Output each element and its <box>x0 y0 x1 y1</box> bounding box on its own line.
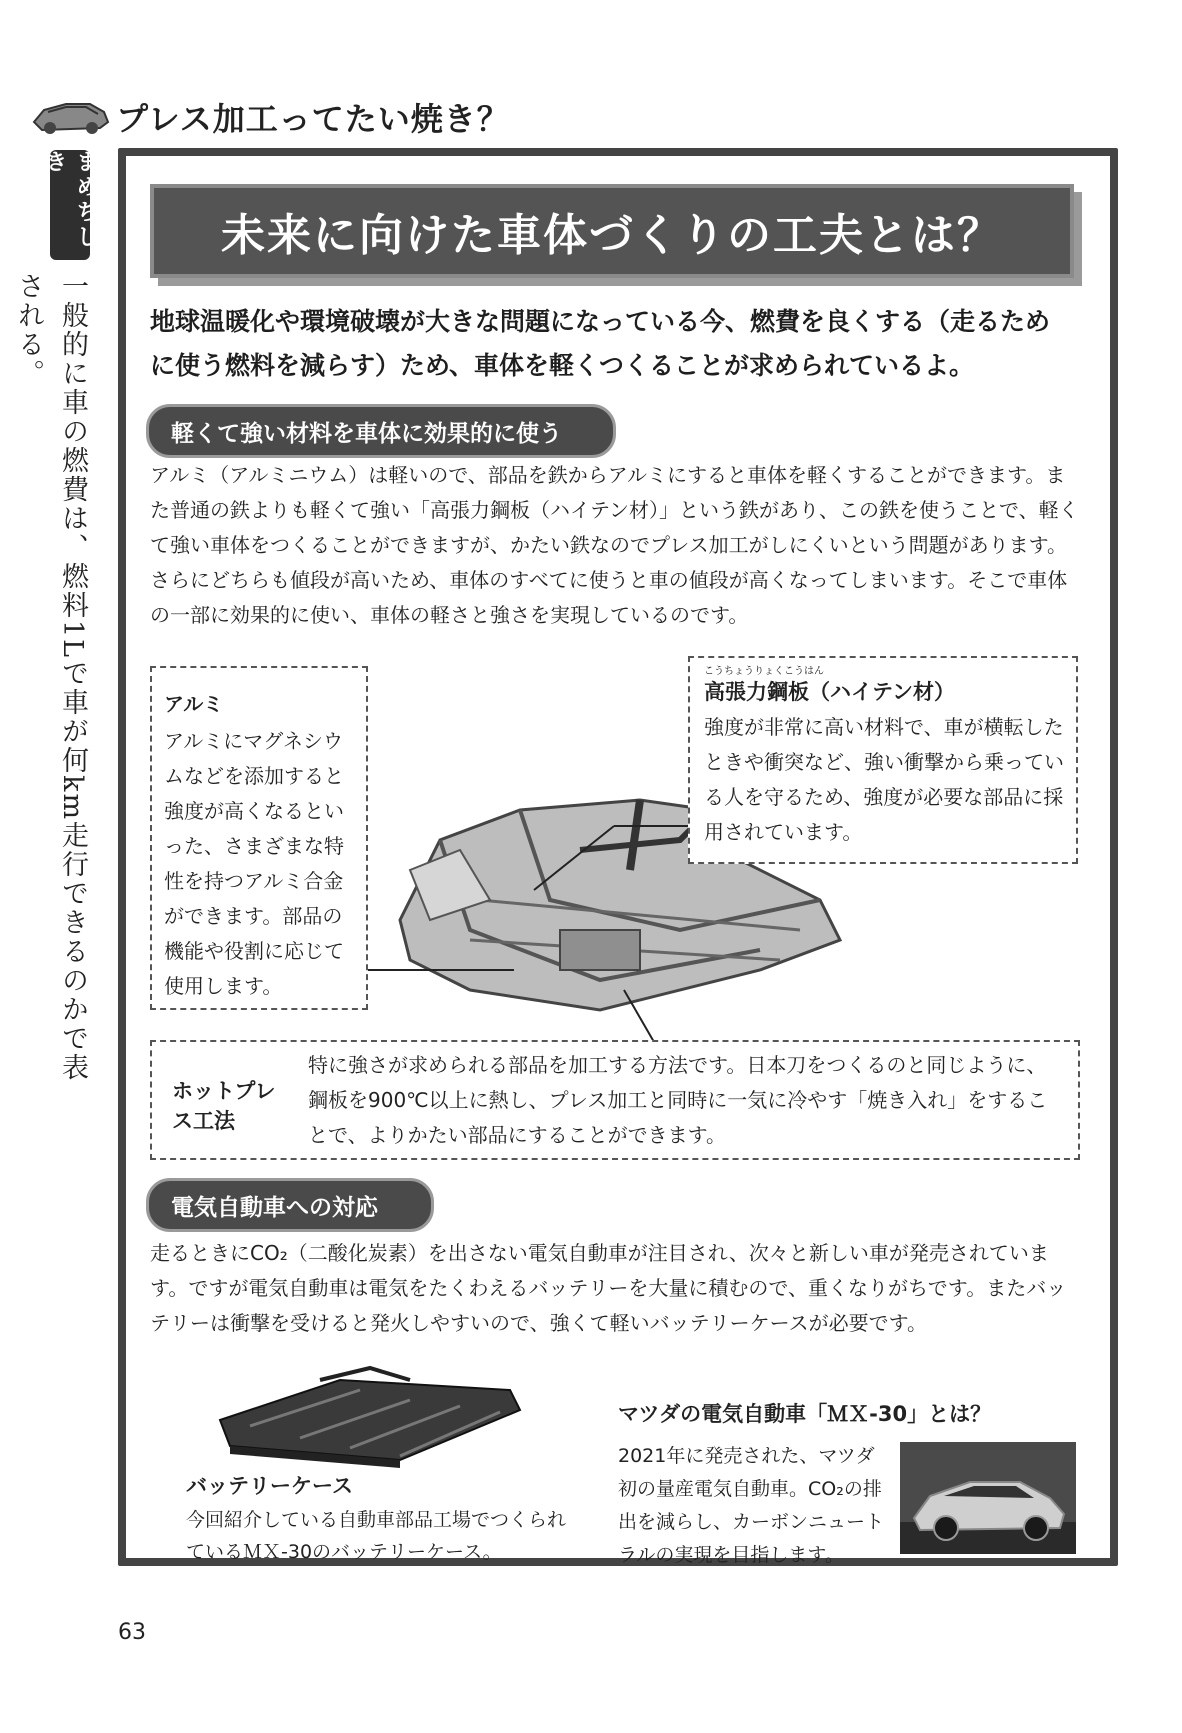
section1-body: アルミ（アルミニウム）は軽いので、部品を鉄からアルミにすると車体を軽くすることができます。また普通の鉄よりも軽くて強い「高張力鋼板（ハイテン材）」という鉄があり、この鉄を使うことで、軽くて強い車体をつくることができますが、かたい鉄なのでプレス加工がしにくいという問題があります。さらにどちらも値段が高いため、車体のすべてに使うと車の値段が高くなってしまいます。そこで車体の一部に効果的に使い、車体の軽さと強さを実現しているのです。 <box>150 463 1079 627</box>
mx30-title: マツダの電気自動車「ＭＸ-30」とは？ <box>618 1402 992 1426</box>
leader-lines <box>364 820 694 1060</box>
battery-title: バッテリーケース <box>186 1474 353 1498</box>
alumi-box <box>150 666 368 1010</box>
battery-case-image <box>210 1360 530 1470</box>
side-note-text: 一般的に車の燃費は、燃料1Lで車が何km走行できるのかで表される。 <box>13 272 88 1083</box>
hotpress-body: 特に強さが求められる部品を加工する方法です。日本刀をつくるのと同じように、鋼板を900℃以上に熱し、プレス加工と同時に一気に冷やす「焼き入れ」をすることで、よりかたい部品にすることができます。 <box>308 1053 1048 1147</box>
page-number: 63 <box>118 1620 146 1645</box>
hiten-body: 強度が非常に高い材料で、車が横転したときや衝突など、強い衝撃から乗っている人を守るため、強度が必要な部品に採用されています。 <box>704 715 1064 844</box>
battery-desc: 今回紹介している自動車部品工場でつくられているＭＸ-30のバッテリーケース。 <box>186 1509 567 1563</box>
mx30-desc: 2021年に発売された、マツダ初の量産電気自動車。CO₂の排出を減らし、カーボンニュートラルの実現を目指します。 <box>618 1445 885 1566</box>
car-frame-icon <box>30 92 112 138</box>
hiten-ruby: こうちょうりょくこうはん <box>704 666 824 677</box>
hotpress-box <box>150 1040 1080 1160</box>
page-title: プレス加工ってたい焼き？ <box>116 100 510 138</box>
section-banner: 未来に向けた車体づくりの工夫とは？ <box>150 184 1074 278</box>
hiten-title: 高張力鋼板（ハイテン材） <box>704 680 955 704</box>
section1-heading: 軽くて強い材料を車体に効果的に使う <box>146 404 616 458</box>
hiten-box <box>688 656 1078 864</box>
hotpress-title: ホットプレス工法 <box>172 1079 276 1133</box>
section2-body: 走るときにCO₂（二酸化炭素）を出さない電気自動車が注目され、次々と新しい車が発売されています。ですが電気自動車は電気をたくわえるバッテリーを大量に積むので、重くなりがちです。またバッテリーは衝撃を受けると発火しやすいので、強くて軽いバッテリーケースが必要です。 <box>150 1241 1067 1335</box>
alumi-body: アルミにマグネシウムなどを添加すると強度が高くなるといった、さまざまな特性を持つアルミ合金ができます。部品の機能や役割に応じて使用します。 <box>164 729 344 998</box>
section2-heading: 電気自動車への対応 <box>146 1178 434 1232</box>
mame-chishiki-badge: まめちしき <box>50 150 90 260</box>
alumi-title: アルミ <box>164 692 224 716</box>
mx30-car-photo <box>900 1442 1076 1554</box>
lead-text: 地球温暖化や環境破壊が大きな問題になっている今、燃費を良くする（走るために使う燃料を減らす）ため、車体を軽くつくることが求められているよ。 <box>150 307 1051 380</box>
